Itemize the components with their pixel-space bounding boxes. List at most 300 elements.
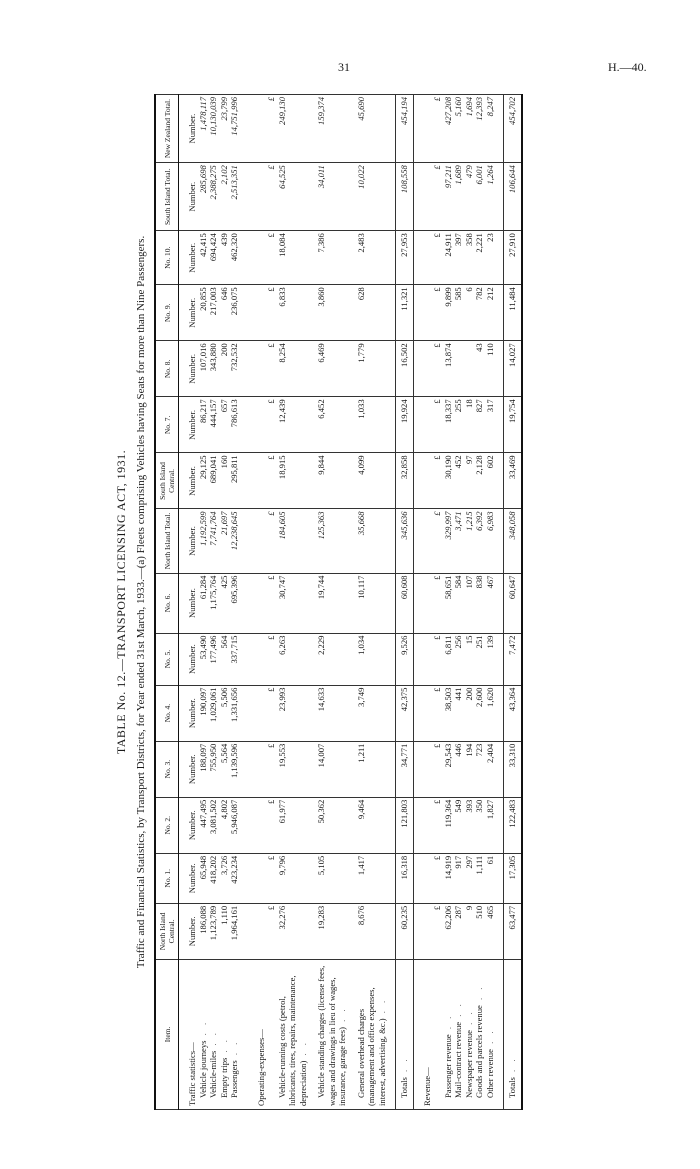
row-label-text: Empty trips <box>218 1057 229 1098</box>
table-cell: 107 <box>464 573 475 633</box>
table-cell <box>248 903 256 959</box>
table-cell <box>387 959 396 1109</box>
currency-symbol: £ <box>266 163 277 231</box>
currency-symbol: £ <box>266 633 277 685</box>
table-cell <box>413 397 422 453</box>
table-subtitle: Traffic and Financial Statistics, by Transport Districts, for Year ended 31st March, 1933.—(a) Fleets comprising Vehicles having Seats for more than Nine Passengers. <box>135 235 147 969</box>
table-cell <box>179 453 188 509</box>
operating-totals-row <box>396 95 414 1110</box>
table-cell: 58,651 <box>443 573 454 633</box>
table-cell <box>240 573 248 633</box>
table-cell <box>256 685 267 741</box>
table-cell <box>464 341 475 397</box>
table-cell: 64,525 <box>277 163 309 231</box>
table-cell: 11,484 <box>504 285 522 341</box>
table-cell: 212 <box>485 285 496 341</box>
table-cell: 6,392 <box>474 509 485 573</box>
table-cell <box>387 285 396 341</box>
currency-symbol: £ <box>432 903 443 959</box>
table-cell: 1,478,117 <box>198 95 209 163</box>
table-cell: 1,264 <box>485 163 496 231</box>
table-cell: 2,221 <box>474 231 485 285</box>
table-cell: 5,946,087 <box>229 797 240 853</box>
table-cell: 200 <box>219 341 230 397</box>
table-cell: 184,605 <box>277 509 309 573</box>
table-cell: 10,117 <box>356 573 388 633</box>
table-cell <box>256 397 267 453</box>
table-cell <box>256 903 267 959</box>
table-cell <box>422 397 433 453</box>
row-label-text: Vehicle standing charges (license fees, wages and drawings in lieu of wages, insurance, garage fees) <box>316 965 347 1106</box>
table-cell: 1,034 <box>356 633 388 685</box>
column-header: No. 2. <box>155 797 179 853</box>
unit-label: Number. <box>187 163 198 231</box>
table-cell <box>308 573 316 633</box>
table-cell: 60,608 <box>396 573 414 633</box>
table-cell: 6,983 <box>485 509 496 573</box>
table-cell: 61,284 <box>198 573 209 633</box>
table-cell <box>348 453 356 509</box>
table-cell: 2,128 <box>474 453 485 509</box>
table-cell: 462,320 <box>229 231 240 285</box>
column-header: South Island Central. <box>155 453 179 509</box>
table-cell: 297 <box>464 853 475 903</box>
table-cell <box>179 741 188 797</box>
traffic-row <box>208 95 219 1110</box>
table-cell: 110 <box>485 341 496 397</box>
table-cell: 32,858 <box>396 453 414 509</box>
table-cell: 97 <box>464 453 475 509</box>
table-cell <box>348 685 356 741</box>
row-label-text: Passenger revenue <box>442 1034 453 1098</box>
table-cell: 628 <box>356 285 388 341</box>
leader-dots: . . <box>453 1001 463 1022</box>
table-cell: 1,139,596 <box>229 741 240 797</box>
expense-row <box>277 95 309 1110</box>
table-cell: 24,911 <box>443 231 454 285</box>
table-cell: 454,702 <box>504 95 522 163</box>
table-cell <box>256 163 267 231</box>
table-cell: 584 <box>453 573 464 633</box>
table-cell: 441 <box>453 685 464 741</box>
table-cell: 11,321 <box>396 285 414 341</box>
table-cell <box>248 853 256 903</box>
table-cell: 1,827 <box>485 797 496 853</box>
table-cell: 43 <box>474 341 485 397</box>
table-cell <box>179 797 188 853</box>
column-header: No. 4. <box>155 685 179 741</box>
table-cell <box>495 741 504 797</box>
spacer-row <box>495 95 504 1110</box>
table-cell <box>422 633 433 685</box>
currency-symbol: £ <box>432 573 443 633</box>
row-label <box>316 959 348 1109</box>
table-cell: 1,215 <box>464 509 475 573</box>
spacer-row <box>308 95 316 1110</box>
table-cell: 465 <box>485 903 496 959</box>
table-cell <box>248 959 256 1109</box>
table-cell: 6,263 <box>277 633 309 685</box>
table-cell <box>387 685 396 741</box>
table-cell <box>240 741 248 797</box>
table-cell <box>248 231 256 285</box>
table-cell <box>348 633 356 685</box>
unit-label: Number. <box>187 853 198 903</box>
table-cell <box>248 95 256 163</box>
table-cell <box>387 163 396 231</box>
currency-symbol: £ <box>266 231 277 285</box>
table-cell <box>240 633 248 685</box>
table-cell: 14,751,996 <box>229 95 240 163</box>
table-cell: 2,600 <box>474 685 485 741</box>
table-cell: 2,102 <box>219 163 230 231</box>
table-cell: 418,202 <box>208 853 219 903</box>
table-cell: 9,796 <box>277 853 309 903</box>
table-cell: 177,496 <box>208 633 219 685</box>
table-cell: 723 <box>474 741 485 797</box>
table-cell <box>179 633 188 685</box>
table-cell <box>432 959 443 1109</box>
table-cell: 9 <box>464 903 475 959</box>
table-cell <box>348 903 356 959</box>
table-cell: 159,374 <box>316 95 348 163</box>
table-cell: 256 <box>453 633 464 685</box>
column-header: New Zealand Total. <box>155 95 179 163</box>
table-cell: 12,393 <box>474 95 485 163</box>
table-cell <box>348 95 356 163</box>
table-cell: 343,880 <box>208 341 219 397</box>
spacer-row <box>348 95 356 1110</box>
table-cell: 452 <box>453 453 464 509</box>
table-cell: 7,386 <box>316 231 348 285</box>
table-cell <box>240 453 248 509</box>
column-header: No. 5. <box>155 633 179 685</box>
table-cell <box>453 341 464 397</box>
table-cell: 295,811 <box>229 453 240 509</box>
table-cell <box>413 285 422 341</box>
table-cell <box>266 959 277 1109</box>
table-cell <box>308 633 316 685</box>
table-cell: 18,084 <box>277 231 309 285</box>
table-cell: 30,190 <box>443 453 454 509</box>
leader-dots: . . <box>463 1009 474 1030</box>
table-cell <box>413 903 422 959</box>
currency-symbol: £ <box>266 341 277 397</box>
table-cell: 236,075 <box>229 285 240 341</box>
leader-dots: . . <box>218 1037 229 1058</box>
page-number: 31 <box>338 60 350 74</box>
table-cell <box>179 959 188 1109</box>
table-cell: 50,362 <box>316 797 348 853</box>
table-cell: 2,483 <box>356 231 388 285</box>
table-cell: 8,254 <box>277 341 309 397</box>
table-cell: 190,097 <box>198 685 209 741</box>
currency-symbol: £ <box>266 573 277 633</box>
table-cell <box>308 797 316 853</box>
currency-symbol: £ <box>432 397 443 453</box>
table-cell <box>308 453 316 509</box>
table-cell: 186,088 <box>198 903 209 959</box>
table-cell <box>495 853 504 903</box>
table-cell: 9,526 <box>396 633 414 685</box>
table-cell: 19,924 <box>396 397 414 453</box>
table-cell <box>348 797 356 853</box>
currency-row <box>432 95 443 1110</box>
table-cell <box>413 959 422 1109</box>
table-cell <box>422 853 433 903</box>
table-cell: 34,771 <box>396 741 414 797</box>
table-cell <box>495 341 504 397</box>
table-cell: 393 <box>464 797 475 853</box>
table-cell: 5,160 <box>453 95 464 163</box>
table-cell: 427,208 <box>443 95 454 163</box>
currency-symbol: £ <box>266 903 277 959</box>
table-cell: 8,247 <box>485 95 496 163</box>
table-cell <box>240 853 248 903</box>
row-label <box>356 959 388 1109</box>
table-cell <box>387 453 396 509</box>
table-cell <box>422 509 433 573</box>
table-cell: 42,415 <box>198 231 209 285</box>
table-cell: 3,726 <box>219 853 230 903</box>
table-cell: 1,123,789 <box>208 903 219 959</box>
table-cell <box>179 509 188 573</box>
table-cell <box>248 163 256 231</box>
table-cell: 18 <box>464 397 475 453</box>
table-cell <box>179 903 188 959</box>
table-cell <box>240 341 248 397</box>
table-cell <box>248 797 256 853</box>
table-cell: 1,964,161 <box>229 903 240 959</box>
table-cell: 194 <box>464 741 475 797</box>
table-cell <box>256 453 267 509</box>
table-cell <box>387 903 396 959</box>
table-cell <box>308 341 316 397</box>
table-cell: 217,003 <box>208 285 219 341</box>
table-cell <box>240 285 248 341</box>
table-cell <box>387 231 396 285</box>
table-cell: 65,948 <box>198 853 209 903</box>
table-cell: 3,081,502 <box>208 797 219 853</box>
table-cell: 2,513,351 <box>229 163 240 231</box>
table-cell <box>495 95 504 163</box>
table-cell <box>256 633 267 685</box>
table-cell: 732,532 <box>229 341 240 397</box>
unit-label: Number. <box>187 797 198 853</box>
table-cell: 119,364 <box>443 797 454 853</box>
table-cell <box>387 797 396 853</box>
table-cell: 7,472 <box>504 633 522 685</box>
table-cell <box>256 509 267 573</box>
table-cell: 106,644 <box>504 163 522 231</box>
column-header: North Island Central. <box>155 903 179 959</box>
table-cell <box>348 163 356 231</box>
table-cell <box>308 959 316 1109</box>
row-label-text: Vehicle-running costs (petrol, lubricants, tires, repairs, maintenance, depreciation) <box>276 975 308 1106</box>
currency-symbol: £ <box>266 741 277 797</box>
table-cell <box>413 741 422 797</box>
table-cell <box>179 163 188 231</box>
table-cell: 4,099 <box>356 453 388 509</box>
column-header: No. 10. <box>155 231 179 285</box>
table-cell: 1,029,061 <box>208 685 219 741</box>
table-cell <box>422 95 433 163</box>
table-cell: 14,007 <box>316 741 348 797</box>
currency-symbol: £ <box>432 509 443 573</box>
table-cell: 27,953 <box>396 231 414 285</box>
table-cell: 38,503 <box>443 685 454 741</box>
table-cell: 1,417 <box>356 853 388 903</box>
table-cell <box>387 95 396 163</box>
table-cell: 439 <box>219 231 230 285</box>
table-cell: 86,217 <box>198 397 209 453</box>
table-cell: 1,694 <box>464 95 475 163</box>
table-cell: 786,613 <box>229 397 240 453</box>
traffic-row <box>198 95 209 1110</box>
table-cell: 3,471 <box>453 509 464 573</box>
currency-symbol: £ <box>432 797 443 853</box>
table-cell <box>422 685 433 741</box>
table-cell: 510 <box>474 903 485 959</box>
table-cell: 62,206 <box>443 903 454 959</box>
row-label-text: Vehicle journeys <box>197 1040 208 1098</box>
table-cell <box>348 285 356 341</box>
table-cell: 14,919 <box>443 853 454 903</box>
table-cell: 23 <box>485 231 496 285</box>
row-label <box>474 959 485 1109</box>
table-cell <box>387 741 396 797</box>
row-label <box>277 959 309 1109</box>
column-header: No. 8. <box>155 341 179 397</box>
unit-label: Number. <box>187 231 198 285</box>
table-cell <box>413 163 422 231</box>
unit-label: Number. <box>187 573 198 633</box>
row-label <box>453 959 464 1109</box>
table-cell: 657 <box>219 397 230 453</box>
table-cell <box>256 341 267 397</box>
table-cell: 423,234 <box>229 853 240 903</box>
table-cell <box>256 231 267 285</box>
currency-symbol: £ <box>266 95 277 163</box>
table-cell <box>413 853 422 903</box>
table-cell <box>413 685 422 741</box>
table-cell <box>248 453 256 509</box>
table-cell <box>422 163 433 231</box>
leader-dots: . . <box>229 1039 239 1061</box>
section-heading: Operating-expenses— <box>256 959 267 1109</box>
unit-label: Number. <box>187 95 198 163</box>
table-cell: 3,749 <box>356 685 388 741</box>
unit-label: Number. <box>187 903 198 959</box>
table-cell: 8,676 <box>356 903 388 959</box>
currency-symbol: £ <box>432 853 443 903</box>
table-cell <box>413 231 422 285</box>
table-cell: 549 <box>453 797 464 853</box>
rotated-table-block <box>110 94 610 1110</box>
table-cell: 6,833 <box>277 285 309 341</box>
revenue-row <box>485 95 496 1110</box>
table-cell: 29,543 <box>443 741 454 797</box>
table-cell: 397 <box>453 231 464 285</box>
table-cell <box>348 397 356 453</box>
table-cell: 9,899 <box>443 285 454 341</box>
currency-row <box>266 95 277 1110</box>
table-cell: 33,469 <box>504 453 522 509</box>
unit-label: Number. <box>187 685 198 741</box>
table-cell <box>422 903 433 959</box>
table-cell <box>179 853 188 903</box>
revenue-row <box>453 95 464 1110</box>
row-label-text: Mail-contract revenue <box>453 1021 463 1098</box>
traffic-row <box>229 95 240 1110</box>
table-header-row <box>155 95 179 1110</box>
table-cell: 122,483 <box>504 797 522 853</box>
table-cell: 19,754 <box>504 397 522 453</box>
table-cell: 61 <box>485 853 496 903</box>
table-cell: 97,211 <box>443 163 454 231</box>
table-cell: 29,125 <box>198 453 209 509</box>
table-cell <box>248 573 256 633</box>
table-cell <box>256 95 267 163</box>
table-cell: 12,238,645 <box>229 509 240 573</box>
table-cell: 345,636 <box>396 509 414 573</box>
table-cell <box>248 285 256 341</box>
row-label <box>396 959 414 1109</box>
table-cell <box>495 509 504 573</box>
table-cell <box>240 509 248 573</box>
column-header: South Island Total. <box>155 163 179 231</box>
table-cell: 251 <box>474 633 485 685</box>
table-cell <box>248 633 256 685</box>
table-cell: 34,011 <box>316 163 348 231</box>
table-cell: 9,844 <box>316 453 348 509</box>
row-label-text: Goods and parcels revenue <box>474 1005 484 1098</box>
table-cell <box>495 397 504 453</box>
table-cell <box>495 797 504 853</box>
row-label-text: Other revenue <box>484 1049 495 1098</box>
table-cell: 23,799 <box>219 95 230 163</box>
unit-label: Number. <box>187 341 198 397</box>
table-cell: 358 <box>464 231 475 285</box>
currency-symbol: £ <box>266 285 277 341</box>
table-cell <box>240 231 248 285</box>
revenue-row <box>464 95 475 1110</box>
revenue-totals-row <box>504 95 522 1110</box>
table-title: TABLE No. 12.—TRANSPORT LICENSING ACT, 1931. <box>114 449 128 755</box>
table-cell <box>179 341 188 397</box>
table-cell: 6,452 <box>316 397 348 453</box>
table-cell: 27,910 <box>504 231 522 285</box>
table-cell <box>179 95 188 163</box>
table-cell: 21,697 <box>219 509 230 573</box>
table-cell <box>422 341 433 397</box>
section-heading-row <box>256 95 267 1110</box>
table-cell <box>422 797 433 853</box>
table-cell: 479 <box>464 163 475 231</box>
table-cell <box>413 453 422 509</box>
leader-dots: . . <box>337 1006 347 1028</box>
table-cell <box>179 685 188 741</box>
table-cell <box>179 573 188 633</box>
table-cell: 6,469 <box>316 341 348 397</box>
table-cell: 2,388,275 <box>208 163 219 231</box>
row-label-text: Totals <box>399 1077 409 1098</box>
document-reference: H.—40. <box>608 60 647 74</box>
column-header: No. 1. <box>155 853 179 903</box>
currency-symbol: £ <box>266 685 277 741</box>
table-cell: 4,802 <box>219 797 230 853</box>
leader-dots: . . <box>197 1019 208 1041</box>
